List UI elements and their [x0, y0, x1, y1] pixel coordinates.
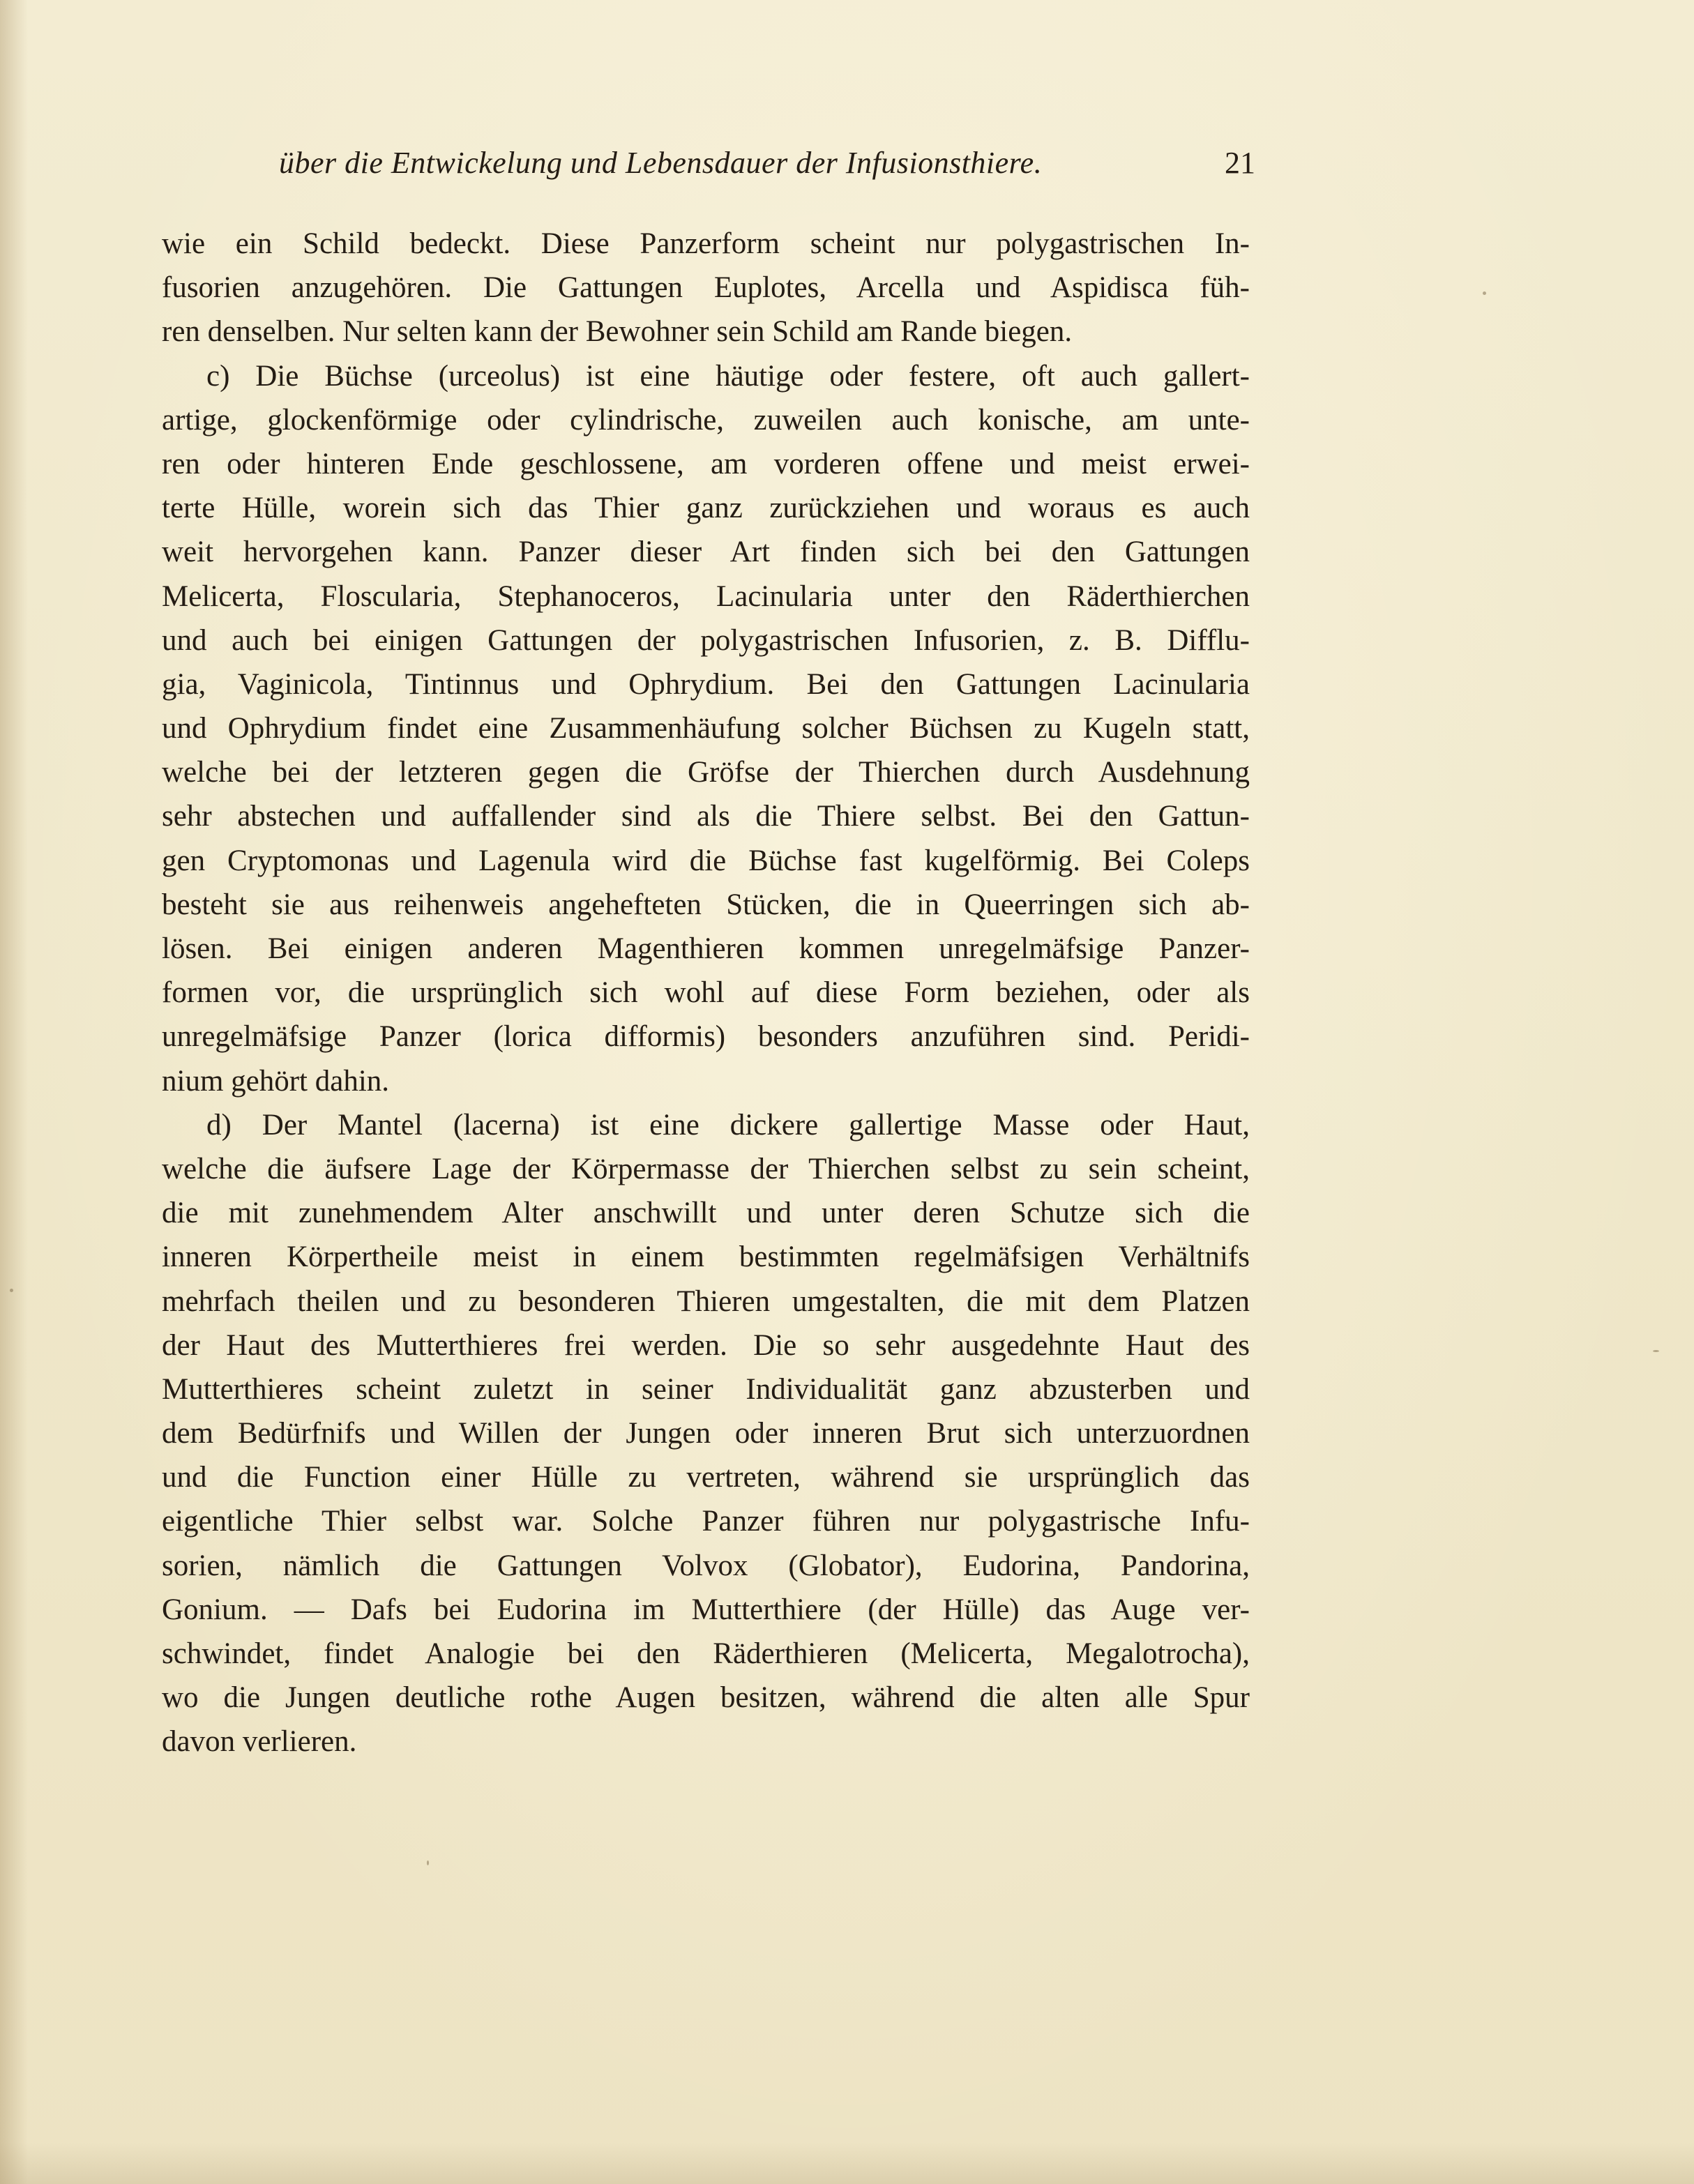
text-line	[162, 310, 1250, 354]
text-line-content: ren oder hinteren Ende geschlossene, am vorderen offene und meist erwei-	[162, 447, 1250, 480]
text-line	[162, 575, 1250, 619]
text-line-content: c) Die Büchse (urceolus) ist eine häutige oder festere, oft auch gallert-	[206, 359, 1250, 393]
page-header	[279, 145, 1255, 194]
text-line	[162, 1324, 1250, 1367]
text-line-content: sorien, nämlich die Gattungen Volvox (Globator), Eudorina, Pandorina,	[162, 1549, 1250, 1582]
text-line-content: nium gehört dahin.	[162, 1064, 390, 1098]
text-line-content: d) Der Mantel (lacerna) ist eine dickere gallertige Masse oder Haut,	[206, 1108, 1250, 1142]
text-line	[162, 619, 1250, 662]
text-line-content: ren denselben. Nur selten kann der Bewohner sein Schild am Rande biegen.	[162, 315, 1073, 349]
text-line-content: terte Hülle, worein sich das Thier ganz zurückziehen und woraus es auch	[162, 492, 1250, 525]
text-line	[162, 1632, 1250, 1676]
text-line	[162, 266, 1250, 310]
running-head: über die Entwickelung und Lebensdauer der Infusionsthiere.	[279, 146, 1043, 180]
paper-speck	[1653, 1350, 1659, 1352]
text-line	[162, 1411, 1250, 1455]
text-line	[162, 971, 1250, 1015]
text-line	[162, 927, 1250, 971]
text-line	[162, 530, 1250, 574]
text-line-content: und die Function einer Hülle zu vertreten, während sie ursprünglich das	[162, 1461, 1250, 1494]
text-line	[162, 794, 1250, 838]
text-line-content: der Haut des Mutterthieres frei werden. Die so sehr ausgedehnte Haut des	[162, 1328, 1250, 1362]
text-line-content: wie ein Schild bedeckt. Diese Panzerform scheint nur polygastrischen In-	[162, 227, 1250, 260]
paper-speck	[427, 1860, 429, 1865]
text-line	[162, 1103, 1250, 1147]
text-line-content: davon verlieren.	[162, 1725, 357, 1759]
text-line-content: und auch bei einigen Gattungen der polygastrischen Infusorien, z. B. Difflu-	[162, 623, 1250, 657]
text-line	[162, 883, 1250, 927]
text-line-content: fusorien anzugehören. Die Gattungen Euplotes, Arcella und Aspidisca füh-	[162, 271, 1250, 305]
text-line-content: die mit zunehmendem Alter anschwillt und unter deren Schutze sich die	[162, 1197, 1250, 1230]
text-line-content: mehrfach theilen und zu besonderen Thieren umgestalten, die mit dem Platzen	[162, 1284, 1250, 1318]
text-line-content: welche die äufsere Lage der Körpermasse der Thierchen selbst zu sein scheint,	[162, 1152, 1250, 1185]
text-line	[162, 839, 1250, 883]
text-line-content: Melicerta, Floscularia, Stephanoceros, Lacinularia unter den Räderthierchen	[162, 579, 1250, 613]
text-line	[162, 750, 1250, 794]
text-line	[162, 1280, 1250, 1324]
text-line	[162, 222, 1250, 266]
paper-speck	[1483, 291, 1486, 295]
text-line-content: sehr abstechen und auffallender sind als die Thiere selbst. Bei den Gattun-	[162, 800, 1250, 833]
text-line-content: gia, Vaginicola, Tintinnus und Ophrydium. Bei den Gattungen Lacinularia	[162, 667, 1250, 701]
paper-edge-left	[0, 0, 28, 2184]
text-line	[162, 1676, 1250, 1720]
text-line-content: Gonium. — Dafs bei Eudorina im Mutterthiere (der Hülle) das Auge ver-	[162, 1593, 1250, 1626]
text-line	[162, 486, 1250, 530]
text-line-content: wo die Jungen deutliche rothe Augen besitzen, während die alten alle Spur	[162, 1681, 1250, 1715]
text-line	[162, 1059, 1250, 1103]
body-text	[162, 222, 1250, 1764]
text-line	[162, 706, 1250, 750]
text-line-content: artige, glockenförmige oder cylindrische, zuweilen auch konische, am unte-	[162, 403, 1250, 437]
text-line	[162, 1015, 1250, 1059]
text-line-content: lösen. Bei einigen anderen Magenthieren kommen unregelmäfsige Panzer-	[162, 932, 1250, 965]
text-line	[162, 1544, 1250, 1588]
text-line	[162, 1588, 1250, 1632]
paper-edge-bottom	[0, 2142, 1694, 2184]
text-line	[162, 442, 1250, 486]
text-line-content: schwindet, findet Analogie bei den Räderthieren (Melicerta, Megalotrocha),	[162, 1637, 1250, 1670]
text-line-content: welche bei der letzteren gegen die Gröfse der Thierchen durch Ausdehnung	[162, 756, 1250, 789]
text-line	[162, 398, 1250, 442]
text-line	[162, 1499, 1250, 1543]
text-line-content: formen vor, die ursprünglich sich wohl auf diese Form beziehen, oder als	[162, 976, 1250, 1010]
text-line-content: eigentliche Thier selbst war. Solche Panzer führen nur polygastrische Infu-	[162, 1505, 1250, 1538]
text-line	[162, 1191, 1250, 1235]
text-line	[162, 354, 1250, 398]
text-line-content: gen Cryptomonas und Lagenula wird die Büchse fast kugelförmig. Bei Coleps	[162, 844, 1250, 877]
text-line-content: weit hervorgehen kann. Panzer dieser Art finden sich bei den Gattungen	[162, 536, 1250, 569]
text-line	[162, 1720, 1250, 1764]
text-line-content: unregelmäfsige Panzer (lorica difformis) besonders anzuführen sind. Peridi-	[162, 1020, 1250, 1054]
text-line	[162, 662, 1250, 706]
text-line-content: und Ophrydium findet eine Zusammenhäufung solcher Büchsen zu Kugeln statt,	[162, 712, 1250, 745]
paper-speck	[10, 1289, 13, 1292]
text-line-content: inneren Körpertheile meist in einem bestimmten regelmäfsigen Verhältnifs	[162, 1241, 1250, 1274]
text-line	[162, 1147, 1250, 1191]
text-line	[162, 1455, 1250, 1499]
text-line	[162, 1367, 1250, 1411]
text-line-content: Mutterthieres scheint zuletzt in seiner Individualität ganz abzusterben und	[162, 1372, 1250, 1406]
text-line-content: besteht sie aus reihenweis angehefteten Stücken, die in Queerringen sich ab-	[162, 888, 1250, 921]
text-line	[162, 1235, 1250, 1279]
text-line-content: dem Bedürfnifs und Willen der Jungen oder inneren Brut sich unterzuordnen	[162, 1417, 1250, 1450]
page-number: 21	[1225, 146, 1255, 180]
